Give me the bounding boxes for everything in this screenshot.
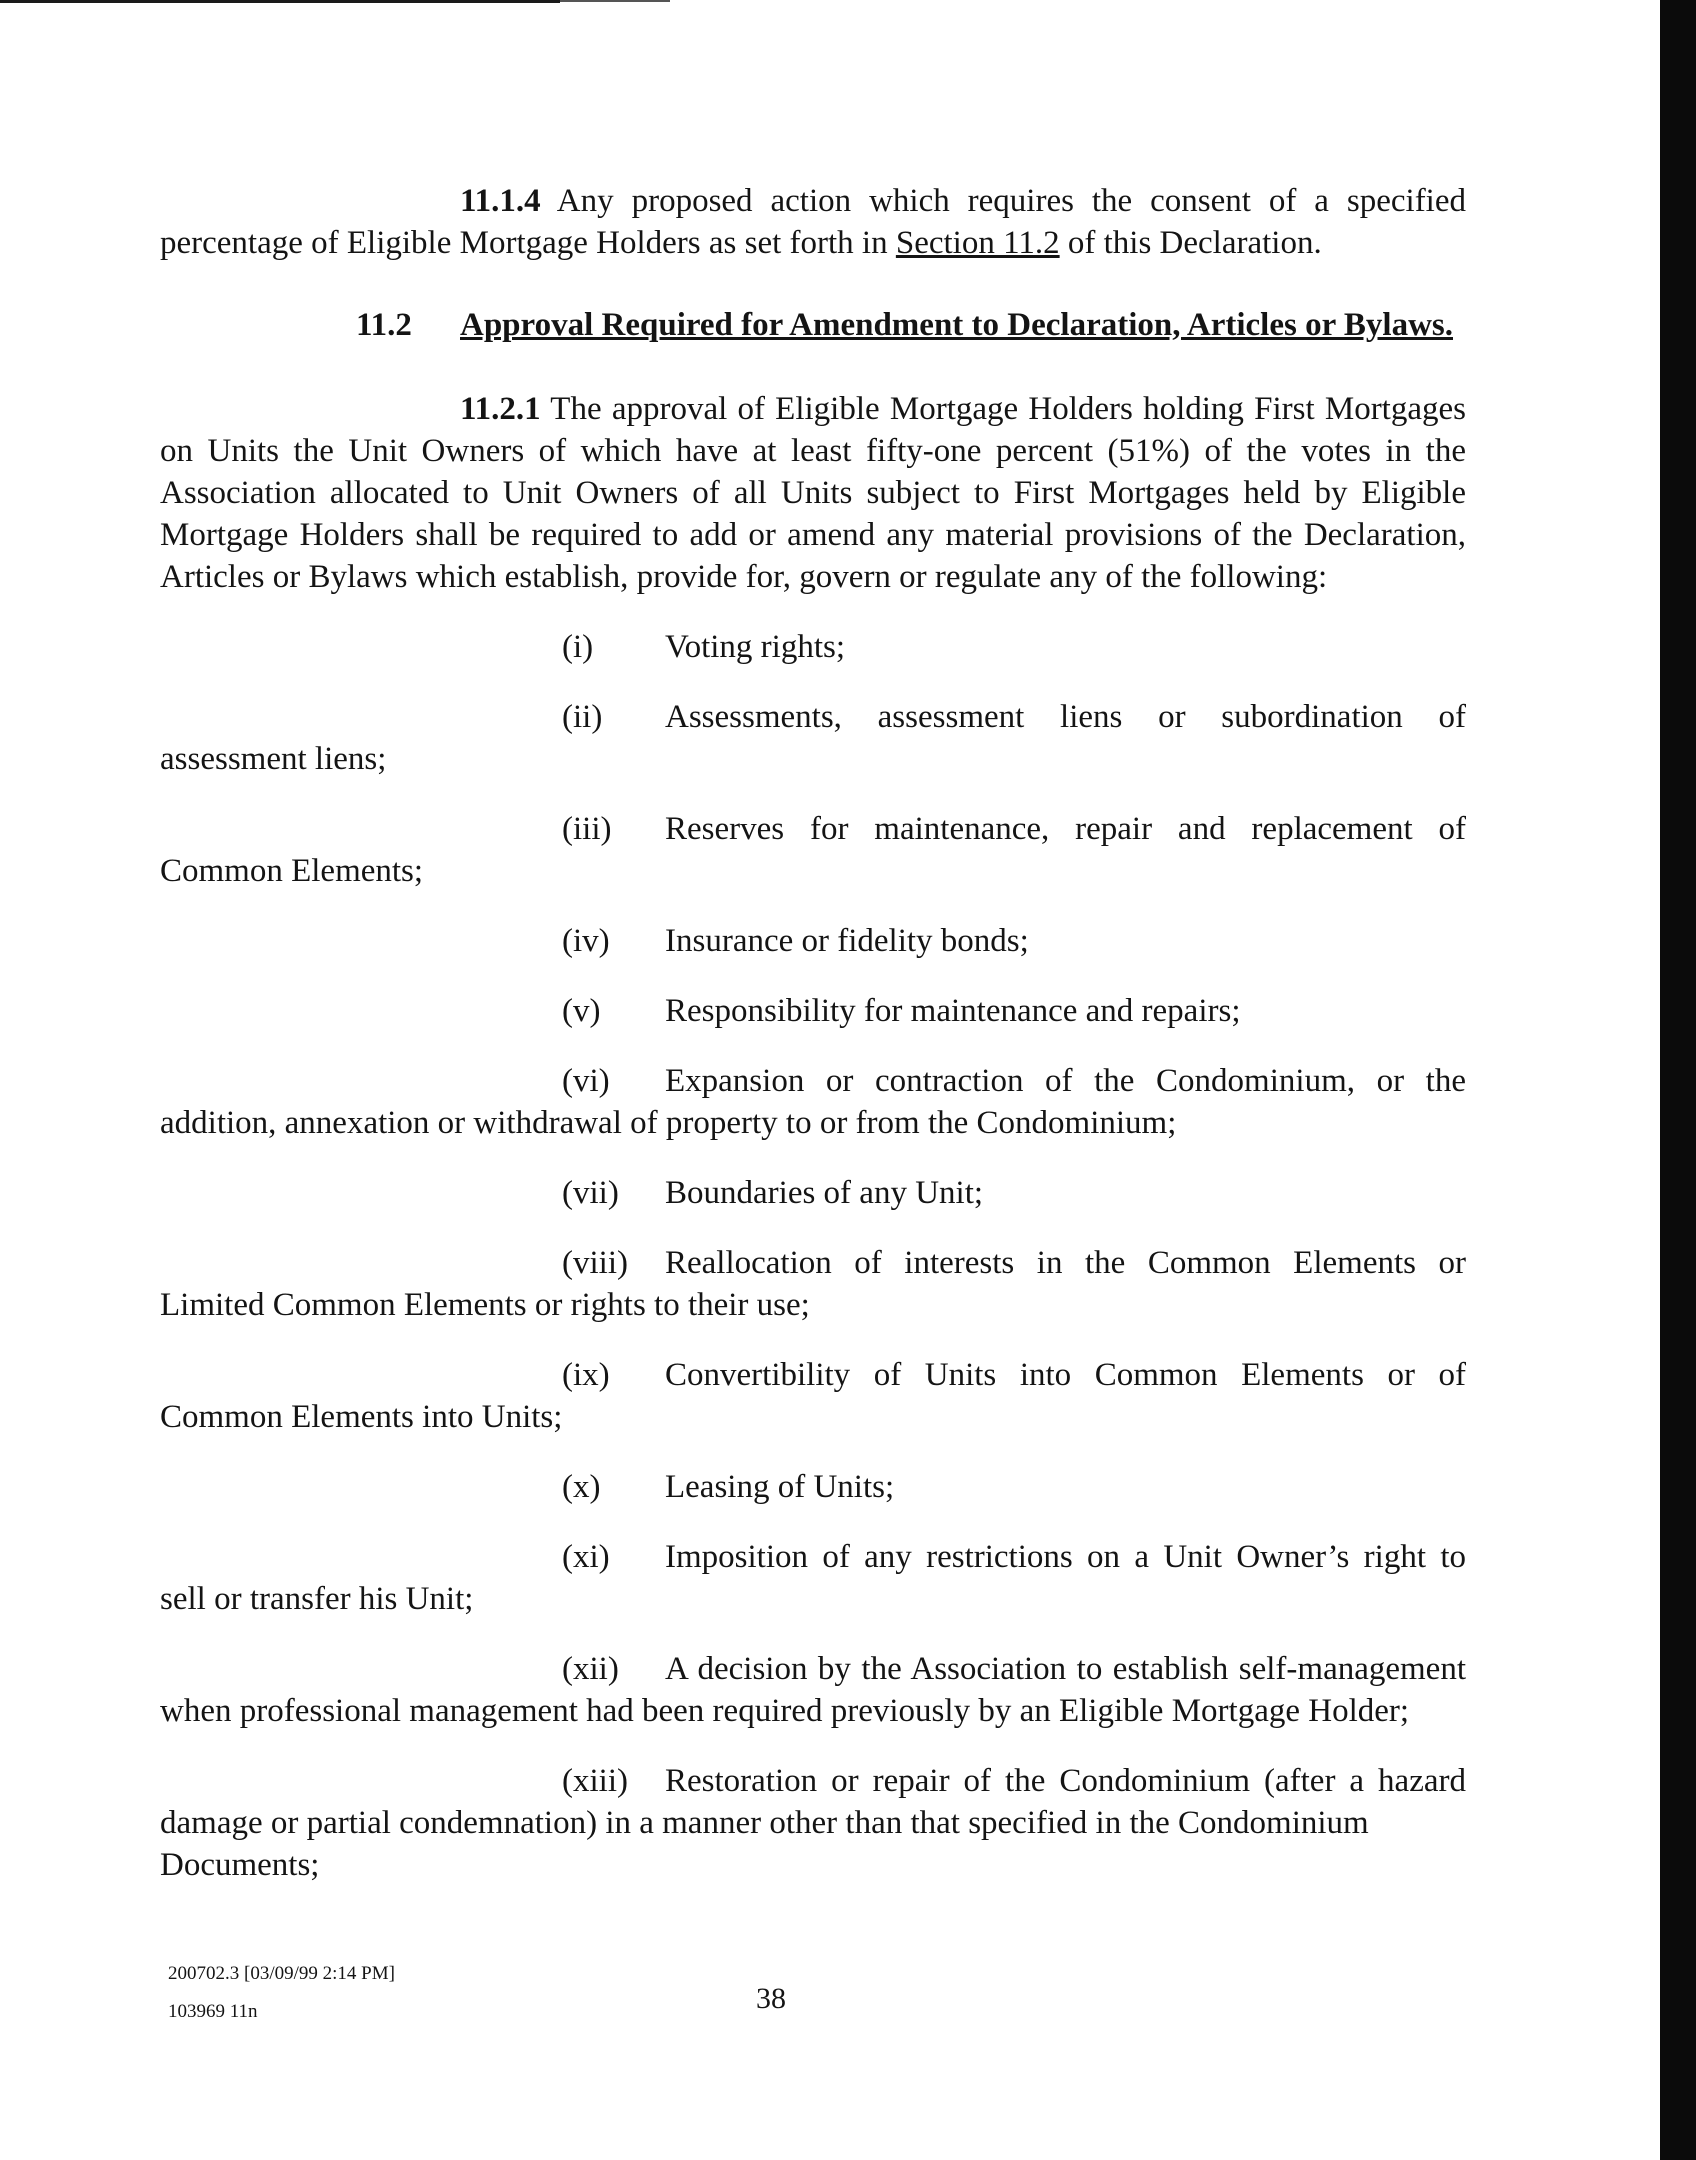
- list-item-marker: (viii): [562, 1245, 628, 1281]
- list-item-first-line: [160, 696, 1466, 738]
- list-item-continuation: addition, annexation or withdrawal of property to or from the Condominium;: [160, 1105, 1177, 1141]
- list-item-continuation: assessment liens;: [160, 741, 387, 777]
- list-item-marker: (xiii): [562, 1763, 628, 1799]
- list-item-continuation: when professional management had been required previously by an Eligible Mortgage Holder;: [160, 1693, 1410, 1729]
- list-item-first-line: [160, 1648, 1466, 1690]
- list-item-first-line: [160, 1354, 1466, 1396]
- list-item: [160, 808, 1466, 892]
- list-item: [160, 626, 1466, 668]
- list-item: [160, 1242, 1466, 1326]
- list-item-text: Insurance or fidelity bonds;: [665, 923, 1029, 959]
- list-item-continuation: Common Elements;: [160, 853, 424, 889]
- section-number: 11.2: [356, 307, 412, 343]
- list-item-first-line: [160, 1242, 1466, 1284]
- list-item-first-line: [160, 1172, 1466, 1214]
- list-item-continuation: Common Elements into Units;: [160, 1399, 563, 1435]
- list-item-marker: (vii): [562, 1175, 619, 1211]
- section-heading-11-2: [160, 304, 1466, 346]
- list-item-marker: (iii): [562, 811, 612, 847]
- list-item-marker: (vi): [562, 1063, 610, 1099]
- list-item: [160, 1536, 1466, 1620]
- list-item: [160, 920, 1466, 962]
- list-item-first-line: [160, 920, 1466, 962]
- list-item-first-line: [160, 1536, 1466, 1578]
- list-item-text: Assessments, assessment liens or subordination of: [665, 699, 1466, 735]
- list-item-marker: (i): [562, 629, 594, 665]
- paragraph-number: 11.1.4: [460, 183, 541, 219]
- enumerated-list: [160, 626, 1466, 1886]
- list-item-text: Leasing of Units;: [665, 1469, 895, 1505]
- scan-top-edge-line-faint: [560, 0, 670, 2]
- list-item-marker: (xi): [562, 1539, 610, 1575]
- list-item-text: Reserves for maintenance, repair and replacement of: [665, 811, 1466, 847]
- list-item: [160, 1354, 1466, 1438]
- list-item-marker: (ix): [562, 1357, 610, 1393]
- list-item-marker: (ii): [562, 699, 603, 735]
- scan-right-edge-border: [1660, 0, 1696, 2160]
- list-item: [160, 1060, 1466, 1144]
- section-reference-link: Section 11.2: [895, 225, 1060, 261]
- document-id-code: 200702.3 [03/09/99 2:14 PM]: [168, 1963, 395, 1984]
- list-item-first-line: [160, 808, 1466, 850]
- list-item-first-line: [160, 1466, 1466, 1508]
- scan-top-edge-line: [0, 0, 560, 3]
- list-item-text: Imposition of any restrictions on a Unit Owner’s right to: [665, 1539, 1466, 1575]
- list-item: [160, 1172, 1466, 1214]
- list-item-marker: (xii): [562, 1651, 619, 1687]
- list-item-text: Boundaries of any Unit;: [665, 1175, 984, 1211]
- list-item-text: Voting rights;: [665, 629, 846, 665]
- list-item-marker: (x): [562, 1469, 601, 1505]
- list-item-marker: (iv): [562, 923, 610, 959]
- list-item-continuation: damage or partial condemnation) in a manner other than that specified in the Condominium Documents;: [160, 1805, 1369, 1883]
- list-item-text: A decision by the Association to establish self-management: [665, 1651, 1466, 1687]
- paragraph-text: The approval of Eligible Mortgage Holders holding First Mortgages on Units the Unit Owners of which have at least fifty-one percent (51%) of the votes in the Association allocated to Unit Owners of all Units subject to First Mortgages held by Eligible Mortgage Holders shall be required to add or amend any material provisions of the Declaration, Articles or Bylaws which establish, provide for, govern or regulate any of the following:: [160, 391, 1466, 595]
- list-item-continuation: Limited Common Elements or rights to their use;: [160, 1287, 810, 1323]
- list-item-continuation: sell or transfer his Unit;: [160, 1581, 474, 1617]
- list-item-marker: (v): [562, 993, 601, 1029]
- page-number: 38: [756, 1982, 786, 2015]
- list-item: [160, 1760, 1466, 1886]
- list-item-text: Reallocation of interests in the Common Elements or: [665, 1245, 1466, 1281]
- list-item: [160, 990, 1466, 1032]
- paragraph-11-1-4: [160, 180, 1466, 264]
- list-item-text: Convertibility of Units into Common Elements or of: [665, 1357, 1466, 1393]
- list-item-first-line: [160, 1760, 1466, 1802]
- document-body: [160, 180, 1466, 1886]
- list-item-first-line: [160, 990, 1466, 1032]
- list-item-first-line: [160, 626, 1466, 668]
- list-item-text: Expansion or contraction of the Condominium, or the: [665, 1063, 1466, 1099]
- list-item: [160, 696, 1466, 780]
- list-item-text: Responsibility for maintenance and repairs;: [665, 993, 1241, 1029]
- file-id-code: 103969 11n: [168, 2001, 258, 2022]
- section-title: Approval Required for Amendment to Declaration, Articles or Bylaws.: [460, 307, 1453, 343]
- paragraph-number: 11.2.1: [460, 391, 541, 427]
- paragraph-text-end: of this Declaration.: [1059, 225, 1322, 261]
- list-item-first-line: [160, 1060, 1466, 1102]
- list-item-text: Restoration or repair of the Condominium (after a hazard: [665, 1763, 1466, 1799]
- paragraph-11-2-1: [160, 388, 1466, 598]
- list-item: [160, 1648, 1466, 1732]
- list-item: [160, 1466, 1466, 1508]
- paragraph-text: Any proposed action which requires the consent of a specified percentage of Eligible Mortgage Holders as set forth in: [160, 183, 1466, 261]
